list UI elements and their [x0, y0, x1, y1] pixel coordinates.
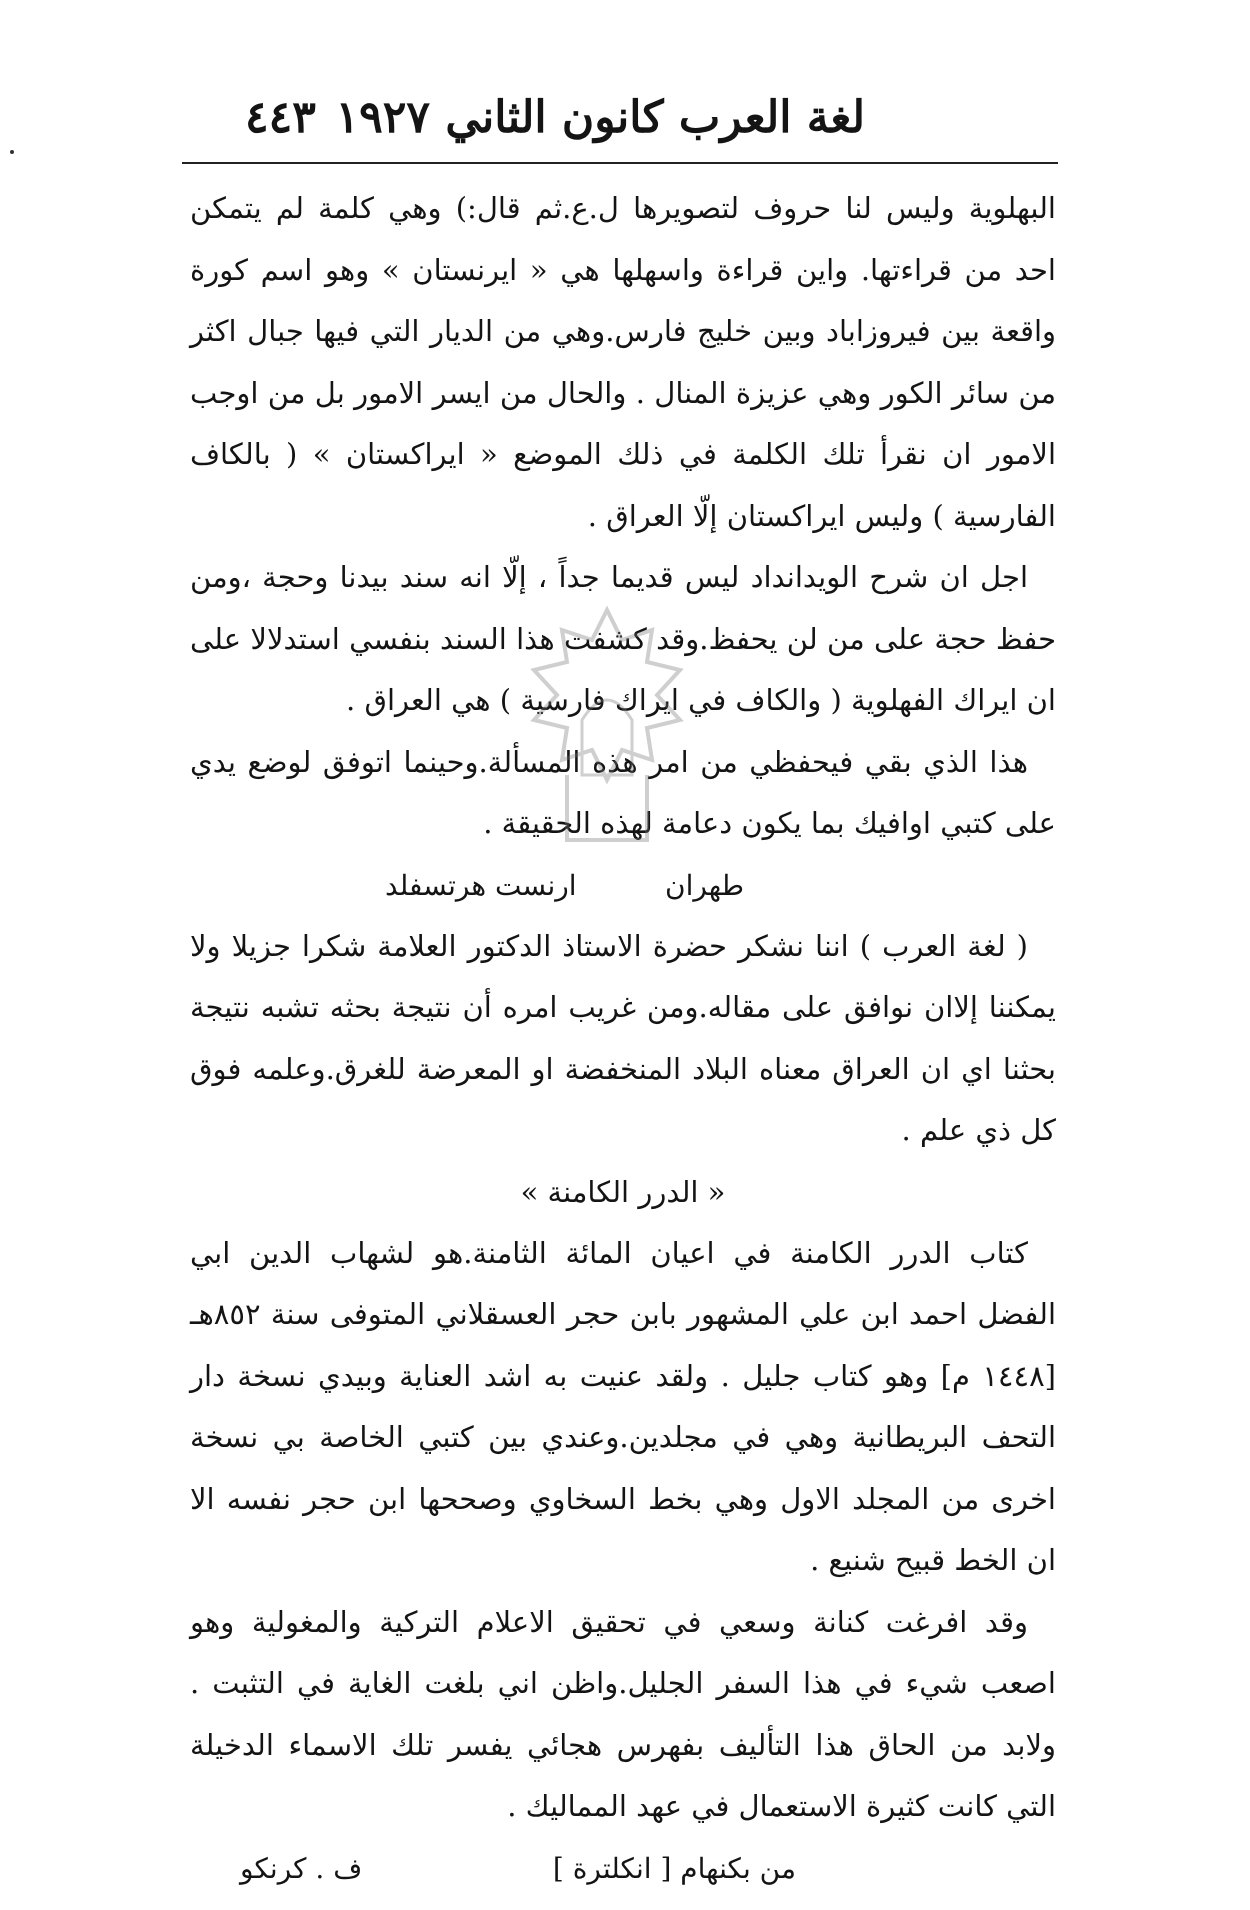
page-header — [185, 92, 1065, 162]
author-name: ف . كرنكو — [240, 1851, 363, 1885]
author-place: من بكنهام [ انكلترة ] — [552, 1851, 796, 1885]
header-rule — [182, 162, 1058, 164]
paragraph-5: وقد افرغت كنانة وسعي في تحقيق الاعلام التركية والمغولية وهو اصعب شيء في هذا السفر الجليل.واظن اني بلغت الغاية في التثبت . ولابد من الحاق هذا التأليف بفهرس هجائي يفسر تلك الاسماء الدخيلة التي كانت كثيرة الاستعمال في عهد المماليك . — [190, 1604, 1056, 1823]
signature-place: طهران — [665, 868, 744, 902]
section-heading: « الدرر الكامنة » — [520, 1174, 726, 1209]
signature-line — [190, 855, 1056, 916]
scan-speck — [10, 150, 14, 154]
page-number: ٤٤٣ — [245, 92, 316, 143]
author-signature-line — [190, 1838, 1056, 1899]
paragraph-3: هذا الذي بقي فيحفظي من امر هذه المسألة.وحينما اتوفق لوضع يدي على كتبي اوافيك بما يكون دعامة لهذه الحقيقة . — [190, 744, 1056, 840]
article-body — [190, 178, 1056, 1899]
paragraph-4: كتاب الدرر الكامنة في اعيان المائة الثامنة.هو لشهاب الدين ابي الفضل احمد ابن علي المشهور بابن حجر العسقلاني المتوفى سنة ٨٥٢هـ [١٤٤٨ م] وهو كتاب جليل . ولقد عنيت به اشد العناية وبيدي نسخة دار التحف البريطانية وهي في مجلدين.وعندي بين كتبي الخاصة بي نسخة اخرى من المجلد الاول وهي بخط السخاوي وصححها ابن حجر نفسه الا ان الخط قبيح شنيع . — [190, 1235, 1056, 1577]
paragraph-1: البهلوية وليس لنا حروف لتصويرها ل.ع.ثم قال:) وهي كلمة لم يتمكن احد من قراءتها. واين قراءة واسهلها هي « ايرنستان » وهو اسم كورة واقعة بين فيروزاباد وبين خليج فارس.وهي من الديار التي فيها جبال اكثر من سائر الكور وهي عزيزة المنال . والحال من ايسر الامور بل من اوجب الامور ان نقرأ تلك الكلمة في ذلك الموضع « ايراكستان » ( بالكاف الفارسية ) وليس ايراكستان إلّا العراق . — [190, 191, 1056, 533]
running-title: لغة العرب كانون الثاني ١٩٢٧ — [335, 92, 865, 143]
editor-note: ( لغة العرب ) اننا نشكر حضرة الاستاذ الدكتور العلامة شكرا جزيلا ولا يمكننا إلاان نوافق على مقاله.ومن غريب امره أن نتيجة بحثه تشبه نتيجة بحثنا اي ان العراق معناه البلاد المنخفضة او المعرضة للغرق.وعلمه فوق كل ذي علم . — [190, 928, 1056, 1147]
paragraph-2: اجل ان شرح الويدانداد ليس قديما جداً ، إلّا انه سند بيدنا وحجة ،ومن حفظ حجة على من لن يحفظ.وقد كشفت هذا السند بنفسي استدلالا على ان ايراك الفهلوية ( والكاف في ايراك فارسية ) هي العراق . — [190, 560, 1056, 717]
signature-name: ارنست هرتسفلد — [385, 868, 577, 902]
